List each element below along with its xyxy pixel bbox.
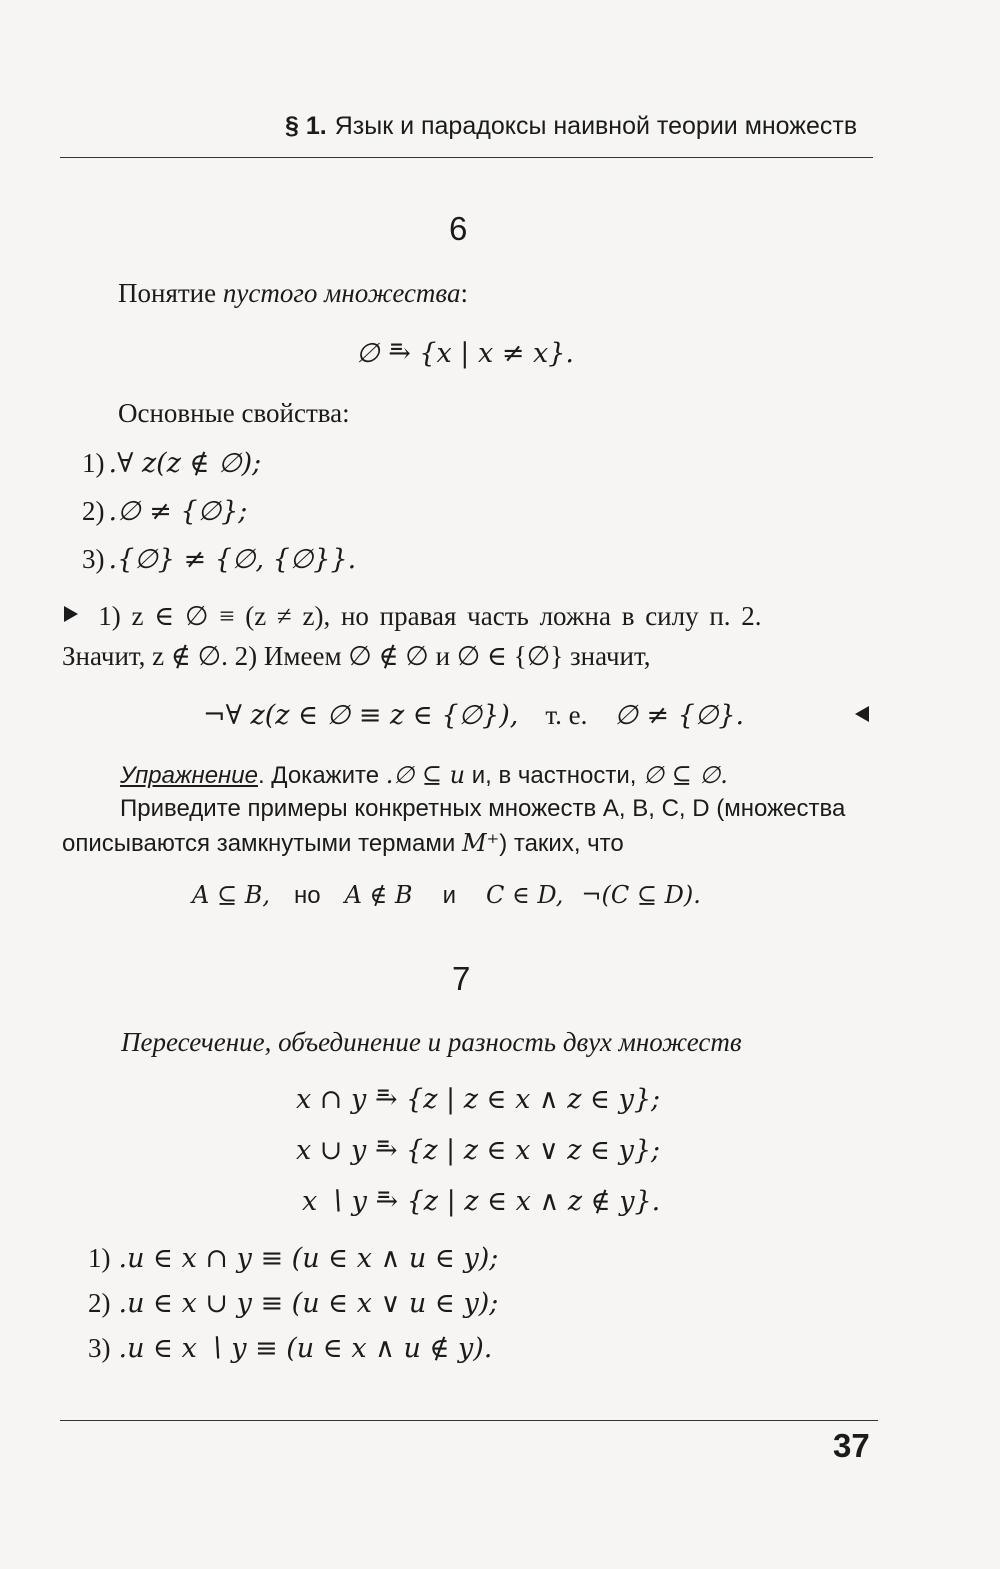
item-formula: .u ∈ x ∪ y ≡ (u ∈ x ∨ u ∈ y); (118, 1288, 499, 1319)
exercise-text: ) таких, что (499, 830, 624, 857)
item-number: 2) (82, 496, 105, 526)
union-definition: x ∪ y ⥱ {z | z ∈ x ∨ z ∈ y}; (296, 1135, 661, 1166)
item-formula: .u ∈ x ∩ y ≡ (u ∈ x ∧ u ∈ y); (118, 1243, 499, 1274)
item-formula: .{∅} ≠ {∅, {∅}}. (108, 544, 357, 575)
list-item (82, 448, 356, 496)
intersection-definition: x ∩ y ⥱ {z | z ∈ x ∧ z ∈ y}; (296, 1084, 661, 1115)
section-6-number: 6 (449, 210, 468, 247)
running-head (285, 112, 885, 141)
property-list-7 (88, 1243, 498, 1378)
list-item (82, 544, 356, 592)
exercise-display-formula: A ∉ B (344, 881, 413, 909)
exercise-formula: .∅ ⊆ u (385, 761, 466, 789)
exercise-formula: M⁺ (461, 829, 500, 857)
exercise-text: . Докажите (257, 762, 386, 789)
list-item (88, 1333, 498, 1378)
exercise-text: описываются замкнутыми термами (62, 830, 462, 857)
empty-set-definition: ∅ ⥱ {x | x ≠ x}. (356, 338, 574, 369)
list-item (88, 1288, 498, 1333)
exercise-display (192, 881, 701, 910)
exercise-display-formula: A ⊆ B, (192, 881, 270, 909)
proof-te: т. е. (545, 700, 588, 730)
header-rule (60, 157, 873, 158)
item-number: 1) (88, 1243, 111, 1273)
exercise-line-1 (120, 761, 728, 790)
proof-start-icon (64, 606, 78, 622)
section-7-title: Пересечение, объединение и разность двух множеств (121, 1027, 742, 1057)
item-number: 1) (82, 448, 105, 478)
item-formula: .∀ z(z ∉ ∅); (108, 448, 262, 479)
difference-definition: x ∖ y ⥱ {z | z ∈ x ∧ z ∉ y}. (302, 1186, 661, 1217)
item-number: 3) (82, 544, 105, 574)
proof-formula-left: ¬∀ z(z ∈ ∅ ≡ z ∈ {∅}), (203, 700, 519, 731)
intro-prefix: Понятие (118, 278, 223, 308)
properties-heading: Основные свойства: (118, 398, 350, 428)
item-formula: .∅ ≠ {∅}; (108, 496, 248, 527)
proof-display (203, 700, 744, 731)
proof-line-1 (64, 601, 876, 632)
intro-term: пустого множества (222, 278, 461, 308)
exercise-label: Упражнение (120, 762, 258, 789)
exercise-text: и, в частности, (465, 762, 644, 789)
exercise-display-formula: C ∈ D, (485, 881, 564, 909)
property-list-6 (82, 448, 356, 592)
proof-end-icon (855, 706, 869, 722)
proof-text-1: 1) z ∈ ∅ ≡ (z ≠ z), но правая часть ложна в силу п. 2. (98, 601, 762, 631)
exercise-display-word: и (442, 882, 456, 909)
empty-set-intro (118, 278, 468, 309)
running-head-title: Язык и парадоксы наивной теории множеств (334, 112, 858, 140)
item-number: 2) (88, 1288, 111, 1318)
list-item (82, 496, 356, 544)
intro-suffix: : (460, 278, 468, 308)
list-item (88, 1243, 498, 1288)
proof-formula-right: ∅ ≠ {∅}. (614, 700, 745, 731)
item-number: 3) (88, 1333, 111, 1363)
section-label: § 1. (285, 112, 327, 140)
exercise-line-2: Приведите примеры конкретных множеств A, B, C, D (множества (120, 795, 846, 822)
exercise-display-word: но (293, 882, 321, 909)
page-number: 37 (833, 1427, 870, 1464)
exercise-display-formula: ¬(C ⊆ D). (581, 881, 701, 909)
exercise-line-3 (62, 829, 624, 858)
item-formula: .u ∈ x ∖ y ≡ (u ∈ x ∧ u ∉ y). (118, 1333, 493, 1364)
section-7-number: 7 (452, 960, 471, 997)
footer-rule (60, 1420, 878, 1421)
exercise-formula: ∅ ⊆ ∅. (643, 761, 728, 789)
proof-line-2: Значит, z ∉ ∅. 2) Имеем ∅ ∉ ∅ и ∅ ∈ {∅} значит, (62, 641, 651, 671)
